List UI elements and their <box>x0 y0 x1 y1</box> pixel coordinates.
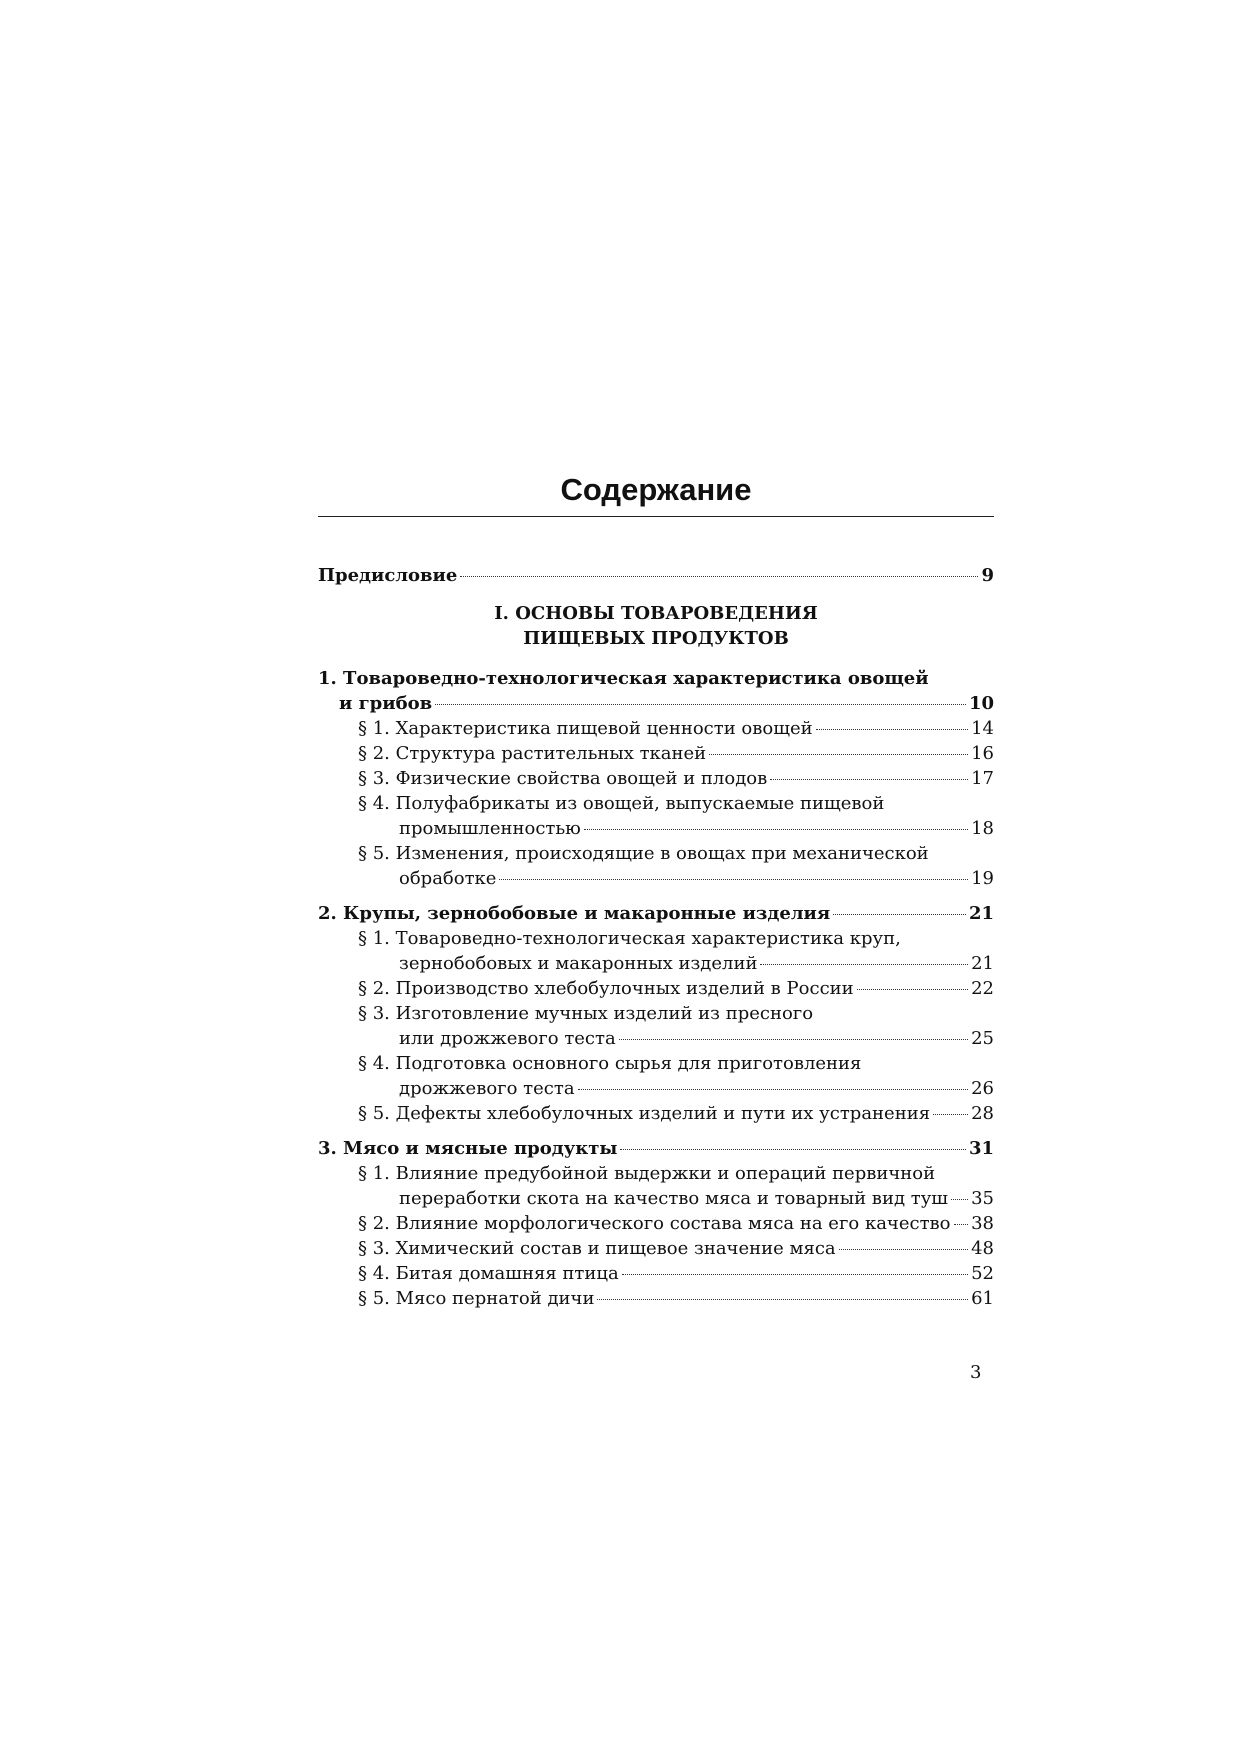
dot-leader <box>833 914 966 915</box>
section-title-cont: дрожжевого теста <box>399 1078 575 1099</box>
dot-leader <box>597 1299 968 1300</box>
toc-page-number: 28 <box>971 1103 994 1124</box>
chapter-2 <box>318 901 994 1126</box>
section-title: § 3. Физические свойства овощей и плодов <box>358 768 768 789</box>
section-title: § 2. Структура растительных тканей <box>358 743 707 764</box>
title-rule <box>318 516 994 517</box>
toc-section[interactable] <box>318 951 994 976</box>
section-title[interactable]: § 4. Подготовка основного сырья для приготовления <box>358 1053 862 1074</box>
chapter-title: 3. Мясо и мясные продукты <box>318 1138 618 1159</box>
section-title-cont: переработки скота на качество мяса и товарный вид туш <box>399 1188 949 1209</box>
dot-leader <box>954 1224 969 1225</box>
dot-leader <box>770 779 968 780</box>
toc-entry-chapter-2[interactable] <box>318 901 994 926</box>
section-title: § 2. Производство хлебобулочных изделий в России <box>358 978 854 999</box>
toc-section[interactable] <box>318 816 994 841</box>
toc-page-number: 17 <box>971 768 994 789</box>
section-title[interactable]: § 1. Товароведно-технологическая характеристика круп, <box>358 928 901 949</box>
toc-section[interactable] <box>318 766 994 791</box>
page-title: Содержание <box>560 472 752 507</box>
toc-page-number: 61 <box>971 1288 994 1309</box>
chapter-3 <box>318 1136 994 1311</box>
toc-entry-chapter-1[interactable] <box>318 691 994 716</box>
section-title-cont: зернобобовых и макаронных изделий <box>399 953 758 974</box>
toc-section[interactable] <box>318 1211 994 1236</box>
chapter-title-cont: и грибов <box>339 693 433 714</box>
section-title: § 5. Дефекты хлебобулочных изделий и пути их устранения <box>358 1103 931 1124</box>
chapter-1 <box>318 666 994 891</box>
table-of-contents <box>318 470 994 1311</box>
chapter-title[interactable]: 1. Товароведно-технологическая характеристика овощей <box>318 668 929 689</box>
toc-page-number: 22 <box>971 978 994 999</box>
toc-page-number: 38 <box>971 1213 994 1234</box>
dot-leader <box>584 829 968 830</box>
page-number: 3 <box>970 1362 982 1383</box>
toc-page-number: 16 <box>971 743 994 764</box>
section-title: § 2. Влияние морфологического состава мяса на его качество <box>358 1213 951 1234</box>
toc-section[interactable] <box>318 1186 994 1211</box>
dot-leader <box>839 1249 968 1250</box>
dot-leader <box>622 1274 968 1275</box>
dot-leader <box>951 1199 968 1200</box>
toc-section[interactable] <box>318 1076 994 1101</box>
toc-page-number: 31 <box>968 1138 994 1159</box>
section-title-cont: обработке <box>399 868 497 889</box>
section-title: § 3. Химический состав и пищевое значение мяса <box>358 1238 836 1259</box>
toc-section[interactable] <box>318 1261 994 1286</box>
section-title[interactable]: § 1. Влияние предубойной выдержки и операций первичной <box>358 1163 936 1184</box>
dot-leader <box>933 1114 968 1115</box>
section-title[interactable]: § 4. Полуфабрикаты из овощей, выпускаемые пищевой <box>358 793 885 814</box>
dot-leader <box>620 1149 965 1150</box>
toc-section[interactable] <box>318 976 994 1001</box>
section-title[interactable]: § 3. Изготовление мучных изделий из пресного <box>358 1003 814 1024</box>
toc-entry-chapter-3[interactable] <box>318 1136 994 1161</box>
dot-leader <box>578 1089 969 1090</box>
dot-leader <box>709 754 968 755</box>
toc-entry-label: Предисловие <box>318 565 458 586</box>
toc-page-number: 9 <box>981 565 994 586</box>
dot-leader <box>619 1039 968 1040</box>
part-heading-line: I. ОСНОВЫ ТОВАРОВЕДЕНИЯ <box>494 603 818 624</box>
section-title: § 5. Мясо пернатой дичи <box>358 1288 595 1309</box>
section-title[interactable]: § 5. Изменения, происходящие в овощах при механической <box>358 843 929 864</box>
section-title-cont: или дрожжевого теста <box>399 1028 616 1049</box>
dot-leader <box>816 729 968 730</box>
section-title: § 4. Битая домашняя птица <box>358 1263 619 1284</box>
chapter-title: 2. Крупы, зернобобовые и макаронные изделия <box>318 903 831 924</box>
toc-page-number: 25 <box>971 1028 994 1049</box>
dot-leader <box>857 989 968 990</box>
toc-section[interactable] <box>318 741 994 766</box>
toc-page-number: 48 <box>971 1238 994 1259</box>
toc-entry-preface[interactable] <box>318 563 994 588</box>
toc-section[interactable] <box>318 866 994 891</box>
toc-section[interactable] <box>318 716 994 741</box>
toc-page-number: 26 <box>971 1078 994 1099</box>
dot-leader <box>760 964 968 965</box>
toc-page-number: 21 <box>971 953 994 974</box>
toc-page-number: 19 <box>971 868 994 889</box>
toc-section[interactable] <box>318 1286 994 1311</box>
toc-page-number: 35 <box>971 1188 994 1209</box>
section-title: § 1. Характеристика пищевой ценности овощей <box>358 718 813 739</box>
toc-page-number: 52 <box>971 1263 994 1284</box>
dot-leader <box>499 879 968 880</box>
toc-page-number: 14 <box>971 718 994 739</box>
toc-page-number: 10 <box>968 693 994 714</box>
toc-section[interactable] <box>318 1101 994 1126</box>
part-heading <box>318 601 994 651</box>
toc-page-number: 18 <box>971 818 994 839</box>
toc-section[interactable] <box>318 1026 994 1051</box>
toc-section[interactable] <box>318 1236 994 1261</box>
section-title-cont: промышленностью <box>399 818 581 839</box>
dot-leader <box>460 576 978 577</box>
part-heading-line: ПИЩЕВЫХ ПРОДУКТОВ <box>523 628 789 649</box>
toc-page-number: 21 <box>968 903 994 924</box>
dot-leader <box>435 704 966 705</box>
